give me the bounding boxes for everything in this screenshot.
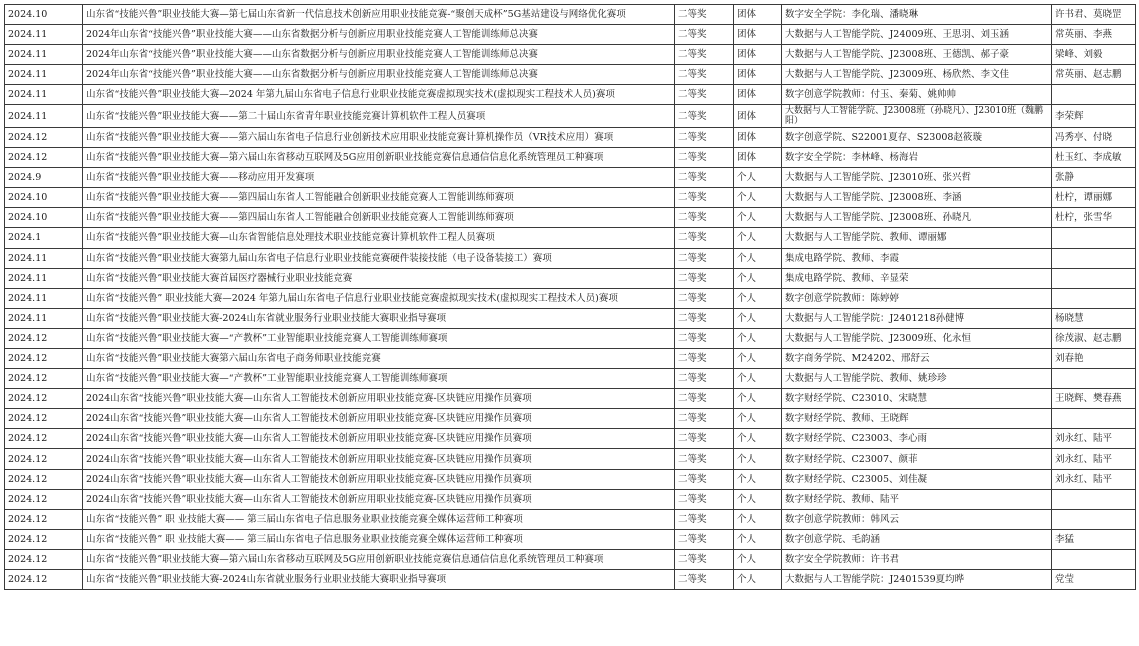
participants-cell: 集成电路学院、教师、辛显荣 (782, 268, 1052, 288)
award-level-cell: 二等奖 (675, 208, 734, 228)
entry-type-cell: 个人 (734, 328, 782, 348)
table-row (5, 489, 1136, 509)
table-row (5, 168, 1136, 188)
entry-type-cell: 个人 (734, 168, 782, 188)
entry-type-cell: 团体 (734, 127, 782, 147)
entry-type-cell: 个人 (734, 449, 782, 469)
competition-name-cell: 山东省“技能兴鲁”职业技能大赛—第六届山东省移动互联网及5G应用创新职业技能竞赛信息通信信息化系统管理员工种赛项 (83, 549, 675, 569)
table-row (5, 288, 1136, 308)
competition-name-cell: 山东省“技能兴鲁” 职业技能大赛—2024 年第九届山东省电子信息行业职业技能竞赛虚拟现实技术(虚拟现实工程技术人员)赛项 (83, 288, 675, 308)
instructor-cell (1052, 509, 1136, 529)
entry-type-cell: 个人 (734, 389, 782, 409)
award-level-cell: 二等奖 (675, 45, 734, 65)
instructor-cell: 刘春艳 (1052, 349, 1136, 369)
award-level-cell: 二等奖 (675, 168, 734, 188)
instructor-cell: 杜玉红、李成敏 (1052, 148, 1136, 168)
award-date-cell: 2024.12 (5, 328, 83, 348)
award-level-cell: 二等奖 (675, 127, 734, 147)
competition-name-cell: 山东省“技能兴鲁”职业技能大赛——移动应用开发赛项 (83, 168, 675, 188)
competition-name-cell: 山东省“技能兴鲁”职业技能大赛第九届山东省电子信息行业职业技能竞赛硬件装接技能（电子设备装接工）赛项 (83, 248, 675, 268)
table-row (5, 509, 1136, 529)
competition-name-cell: 山东省“技能兴鲁”职业技能大赛——第二十届山东省青年职业技能竞赛计算机软件工程人员赛项 (83, 105, 675, 128)
table-row (5, 268, 1136, 288)
awards-table-body (5, 5, 1136, 590)
competition-name-cell: 山东省“技能兴鲁”职业技能大赛第六届山东省电子商务师职业技能竞赛 (83, 349, 675, 369)
award-level-cell: 二等奖 (675, 228, 734, 248)
instructor-cell: 王晓辉、樊春燕 (1052, 389, 1136, 409)
participants-cell: 大数据与人工智能学院、J23008班、孙晓凡 (782, 208, 1052, 228)
table-row (5, 228, 1136, 248)
participants-cell: 数字创意学院、毛韵涵 (782, 529, 1052, 549)
entry-type-cell: 个人 (734, 228, 782, 248)
award-level-cell: 二等奖 (675, 308, 734, 328)
instructor-cell: 刘永红、陆平 (1052, 429, 1136, 449)
award-level-cell: 二等奖 (675, 529, 734, 549)
instructor-cell: 冯秀亭、付晓 (1052, 127, 1136, 147)
table-row (5, 127, 1136, 147)
competition-name-cell: 山东省“技能兴鲁”职业技能大赛—山东省智能信息处理技术职业技能竞赛计算机软件工程人员赛项 (83, 228, 675, 248)
award-date-cell: 2024.12 (5, 389, 83, 409)
award-date-cell: 2024.12 (5, 449, 83, 469)
participants-cell: 大数据与人工智能学院、J23009班、杨欣然、李文佳 (782, 65, 1052, 85)
competition-name-cell: 山东省“技能兴鲁” 职 业技能大赛—— 第三届山东省电子信息服务业职业技能竞赛全媒体运营师工种赛项 (83, 509, 675, 529)
award-level-cell: 二等奖 (675, 328, 734, 348)
table-row (5, 389, 1136, 409)
table-row (5, 529, 1136, 549)
instructor-cell: 刘永红、陆平 (1052, 449, 1136, 469)
instructor-cell: 许书君、莫晓罡 (1052, 5, 1136, 25)
entry-type-cell: 个人 (734, 549, 782, 569)
award-level-cell: 二等奖 (675, 25, 734, 45)
entry-type-cell: 个人 (734, 208, 782, 228)
entry-type-cell: 个人 (734, 529, 782, 549)
table-row (5, 429, 1136, 449)
instructor-cell: 张静 (1052, 168, 1136, 188)
entry-type-cell: 团体 (734, 25, 782, 45)
participants-cell: 大数据与人工智能学院、教师、姚珍珍 (782, 369, 1052, 389)
competition-name-cell: 山东省“技能兴鲁”职业技能大赛首届医疗器械行业职业技能竞赛 (83, 268, 675, 288)
award-level-cell: 二等奖 (675, 489, 734, 509)
award-level-cell: 二等奖 (675, 188, 734, 208)
competition-name-cell: 山东省“技能兴鲁”职业技能大赛—“产教杯”工业智能职业技能竞赛人工智能训练师赛项 (83, 369, 675, 389)
instructor-cell (1052, 248, 1136, 268)
table-row (5, 549, 1136, 569)
entry-type-cell: 个人 (734, 570, 782, 590)
table-row (5, 45, 1136, 65)
award-date-cell: 2024.12 (5, 349, 83, 369)
table-row (5, 369, 1136, 389)
competition-name-cell: 2024年山东省“技能兴鲁”职业技能大赛——山东省数据分析与创新应用职业技能竞赛人工智能训练师总决赛 (83, 45, 675, 65)
participants-cell: 大数据与人工智能学院：J2401539夏均晔 (782, 570, 1052, 590)
participants-cell: 数字财经学院、C23005、刘佳凝 (782, 469, 1052, 489)
participants-cell: 数字商务学院、M24202、邢舒云 (782, 349, 1052, 369)
award-level-cell: 二等奖 (675, 429, 734, 449)
participants-cell: 数字创意学院教师：付玉、秦菊、姚帅帅 (782, 85, 1052, 105)
award-date-cell: 2024.12 (5, 409, 83, 429)
table-row (5, 85, 1136, 105)
award-date-cell: 2024.11 (5, 248, 83, 268)
award-date-cell: 2024.10 (5, 208, 83, 228)
table-row (5, 469, 1136, 489)
instructor-cell: 杨晓慧 (1052, 308, 1136, 328)
table-row (5, 188, 1136, 208)
entry-type-cell: 个人 (734, 429, 782, 449)
table-row (5, 248, 1136, 268)
competition-name-cell: 2024山东省“技能兴鲁”职业技能大赛—山东省人工智能技术创新应用职业技能竞赛-区块链应用操作员赛项 (83, 429, 675, 449)
participants-cell: 数字安全学院：李林峰、杨海岩 (782, 148, 1052, 168)
award-date-cell: 2024.12 (5, 369, 83, 389)
award-date-cell: 2024.11 (5, 308, 83, 328)
instructor-cell: 徐茂淑、赵志鹏 (1052, 328, 1136, 348)
participants-cell: 数字创意学院教师：韩风云 (782, 509, 1052, 529)
competition-name-cell: 2024年山东省“技能兴鲁”职业技能大赛——山东省数据分析与创新应用职业技能竞赛人工智能训练师总决赛 (83, 25, 675, 45)
award-date-cell: 2024.12 (5, 509, 83, 529)
participants-cell: 数字创意学院、S22001夏存、S23008赵筱璇 (782, 127, 1052, 147)
competition-name-cell: 2024山东省“技能兴鲁”职业技能大赛—山东省人工智能技术创新应用职业技能竞赛-区块链应用操作员赛项 (83, 489, 675, 509)
instructor-cell: 李荣辉 (1052, 105, 1136, 128)
table-row (5, 308, 1136, 328)
table-row (5, 148, 1136, 168)
instructor-cell (1052, 369, 1136, 389)
competition-name-cell: 2024年山东省“技能兴鲁”职业技能大赛——山东省数据分析与创新应用职业技能竞赛人工智能训练师总决赛 (83, 65, 675, 85)
award-level-cell: 二等奖 (675, 288, 734, 308)
entry-type-cell: 团体 (734, 65, 782, 85)
table-row (5, 328, 1136, 348)
award-level-cell: 二等奖 (675, 469, 734, 489)
competition-name-cell: 山东省“技能兴鲁”职业技能大赛——第六届山东省电子信息行业创新技术应用职业技能竞赛计算机操作员（VR技术应用）赛项 (83, 127, 675, 147)
participants-cell: 大数据与人工智能学院、J23010班、张兴哲 (782, 168, 1052, 188)
table-row (5, 65, 1136, 85)
award-level-cell: 二等奖 (675, 389, 734, 409)
award-date-cell: 2024.12 (5, 429, 83, 449)
competition-name-cell: 2024山东省“技能兴鲁”职业技能大赛—山东省人工智能技术创新应用职业技能竞赛-区块链应用操作员赛项 (83, 389, 675, 409)
award-level-cell: 二等奖 (675, 369, 734, 389)
instructor-cell (1052, 288, 1136, 308)
competition-name-cell: 山东省“技能兴鲁” 职 业技能大赛—— 第三届山东省电子信息服务业职业技能竞赛全媒体运营师工种赛项 (83, 529, 675, 549)
competition-name-cell: 山东省“技能兴鲁”职业技能大赛——第四届山东省人工智能融合创新职业技能竞赛人工智能训练师赛项 (83, 208, 675, 228)
entry-type-cell: 团体 (734, 85, 782, 105)
award-level-cell: 二等奖 (675, 409, 734, 429)
participants-cell: 数字财经学院、教师、陆平 (782, 489, 1052, 509)
participants-cell: 数字创意学院教师：陈婷婷 (782, 288, 1052, 308)
award-date-cell: 2024.12 (5, 489, 83, 509)
entry-type-cell: 个人 (734, 248, 782, 268)
entry-type-cell: 个人 (734, 349, 782, 369)
participants-cell: 数字财经学院、C23010、宋晓慧 (782, 389, 1052, 409)
instructor-cell (1052, 549, 1136, 569)
award-level-cell: 二等奖 (675, 248, 734, 268)
participants-cell: 大数据与人工智能学院、J23008班、李涵 (782, 188, 1052, 208)
entry-type-cell: 个人 (734, 469, 782, 489)
instructor-cell (1052, 85, 1136, 105)
entry-type-cell: 个人 (734, 288, 782, 308)
participants-cell: 数字安全学院：李化瑞、潘晓琳 (782, 5, 1052, 25)
participants-cell: 数字财经学院、C23007、颜菲 (782, 449, 1052, 469)
entry-type-cell: 团体 (734, 105, 782, 128)
instructor-cell: 梁峰、刘毅 (1052, 45, 1136, 65)
awards-table (4, 4, 1136, 590)
award-level-cell: 二等奖 (675, 509, 734, 529)
award-level-cell: 二等奖 (675, 5, 734, 25)
award-date-cell: 2024.11 (5, 85, 83, 105)
competition-name-cell: 2024山东省“技能兴鲁”职业技能大赛—山东省人工智能技术创新应用职业技能竞赛-区块链应用操作员赛项 (83, 469, 675, 489)
participants-cell: 大数据与人工智能学院：J2401218孙健博 (782, 308, 1052, 328)
participants-cell: 数字财经学院、C23003、李心雨 (782, 429, 1052, 449)
table-row (5, 349, 1136, 369)
award-date-cell: 2024.1 (5, 228, 83, 248)
award-date-cell: 2024.11 (5, 288, 83, 308)
award-date-cell: 2024.10 (5, 5, 83, 25)
instructor-cell: 常英丽、赵志鹏 (1052, 65, 1136, 85)
instructor-cell: 杜柠，谭丽娜 (1052, 188, 1136, 208)
competition-name-cell: 山东省“技能兴鲁”职业技能大赛—2024 年第九届山东省电子信息行业职业技能竞赛虚拟现实技术(虚拟现实工程技术人员)赛项 (83, 85, 675, 105)
entry-type-cell: 个人 (734, 369, 782, 389)
instructor-cell (1052, 409, 1136, 429)
participants-cell: 数字财经学院、教师、王晓辉 (782, 409, 1052, 429)
participants-cell: 大数据与人工智能学院、J23008班、王德凯、郝子豪 (782, 45, 1052, 65)
competition-name-cell: 山东省“技能兴鲁”职业技能大赛-2024山东省就业服务行业职业技能大赛职业指导赛项 (83, 570, 675, 590)
participants-cell: 大数据与人工智能学院、J24009班、王思羽、刘玉涵 (782, 25, 1052, 45)
instructor-cell: 常英丽、李燕 (1052, 25, 1136, 45)
award-date-cell: 2024.9 (5, 168, 83, 188)
award-date-cell: 2024.12 (5, 127, 83, 147)
award-date-cell: 2024.12 (5, 529, 83, 549)
competition-name-cell: 山东省“技能兴鲁”职业技能大赛—“产教杯”工业智能职业技能竞赛人工智能训练师赛项 (83, 328, 675, 348)
award-level-cell: 二等奖 (675, 105, 734, 128)
instructor-cell: 党莹 (1052, 570, 1136, 590)
entry-type-cell: 个人 (734, 409, 782, 429)
entry-type-cell: 个人 (734, 489, 782, 509)
entry-type-cell: 团体 (734, 5, 782, 25)
table-row (5, 449, 1136, 469)
competition-name-cell: 2024山东省“技能兴鲁”职业技能大赛—山东省人工智能技术创新应用职业技能竞赛-区块链应用操作员赛项 (83, 409, 675, 429)
award-date-cell: 2024.12 (5, 148, 83, 168)
award-date-cell: 2024.12 (5, 469, 83, 489)
participants-cell: 大数据与人工智能学院、J23009班、化永恒 (782, 328, 1052, 348)
entry-type-cell: 团体 (734, 45, 782, 65)
award-date-cell: 2024.12 (5, 549, 83, 569)
instructor-cell: 杜柠，张雪华 (1052, 208, 1136, 228)
award-date-cell: 2024.11 (5, 45, 83, 65)
award-level-cell: 二等奖 (675, 570, 734, 590)
award-level-cell: 二等奖 (675, 148, 734, 168)
award-level-cell: 二等奖 (675, 268, 734, 288)
instructor-cell: 刘永红、陆平 (1052, 469, 1136, 489)
entry-type-cell: 个人 (734, 188, 782, 208)
award-date-cell: 2024.10 (5, 188, 83, 208)
award-level-cell: 二等奖 (675, 65, 734, 85)
entry-type-cell: 团体 (734, 148, 782, 168)
competition-name-cell: 山东省“技能兴鲁”职业技能大赛—第七届山东省新一代信息技术创新应用职业技能竞赛-“聚创天成杯”5G基站建设与网络优化赛项 (83, 5, 675, 25)
table-row (5, 570, 1136, 590)
table-row (5, 409, 1136, 429)
participants-cell: 大数据与人工智能学院、教师、谭丽娜 (782, 228, 1052, 248)
entry-type-cell: 个人 (734, 268, 782, 288)
award-level-cell: 二等奖 (675, 549, 734, 569)
participants-cell: 大数据与人工智能学院、J23008班（孙晓凡）、J23010班（魏鹏阳） (782, 105, 1052, 128)
competition-name-cell: 2024山东省“技能兴鲁”职业技能大赛—山东省人工智能技术创新应用职业技能竞赛-区块链应用操作员赛项 (83, 449, 675, 469)
award-date-cell: 2024.11 (5, 65, 83, 85)
award-date-cell: 2024.11 (5, 268, 83, 288)
award-date-cell: 2024.11 (5, 105, 83, 128)
table-row (5, 5, 1136, 25)
competition-name-cell: 山东省“技能兴鲁”职业技能大赛——第四届山东省人工智能融合创新职业技能竞赛人工智能训练师赛项 (83, 188, 675, 208)
table-row (5, 105, 1136, 128)
instructor-cell (1052, 489, 1136, 509)
award-level-cell: 二等奖 (675, 349, 734, 369)
table-row (5, 208, 1136, 228)
awards-table-sheet (4, 4, 1135, 590)
competition-name-cell: 山东省“技能兴鲁”职业技能大赛—第六届山东省移动互联网及5G应用创新职业技能竞赛信息通信信息化系统管理员工种赛项 (83, 148, 675, 168)
entry-type-cell: 个人 (734, 308, 782, 328)
table-row (5, 25, 1136, 45)
instructor-cell (1052, 228, 1136, 248)
competition-name-cell: 山东省“技能兴鲁”职业技能大赛-2024山东省就业服务行业职业技能大赛职业指导赛项 (83, 308, 675, 328)
participants-cell: 集成电路学院、教师、李霞 (782, 248, 1052, 268)
award-level-cell: 二等奖 (675, 449, 734, 469)
instructor-cell (1052, 268, 1136, 288)
entry-type-cell: 个人 (734, 509, 782, 529)
award-level-cell: 二等奖 (675, 85, 734, 105)
instructor-cell: 李猛 (1052, 529, 1136, 549)
participants-cell: 数字安全学院教师：许书君 (782, 549, 1052, 569)
award-date-cell: 2024.12 (5, 570, 83, 590)
award-date-cell: 2024.11 (5, 25, 83, 45)
